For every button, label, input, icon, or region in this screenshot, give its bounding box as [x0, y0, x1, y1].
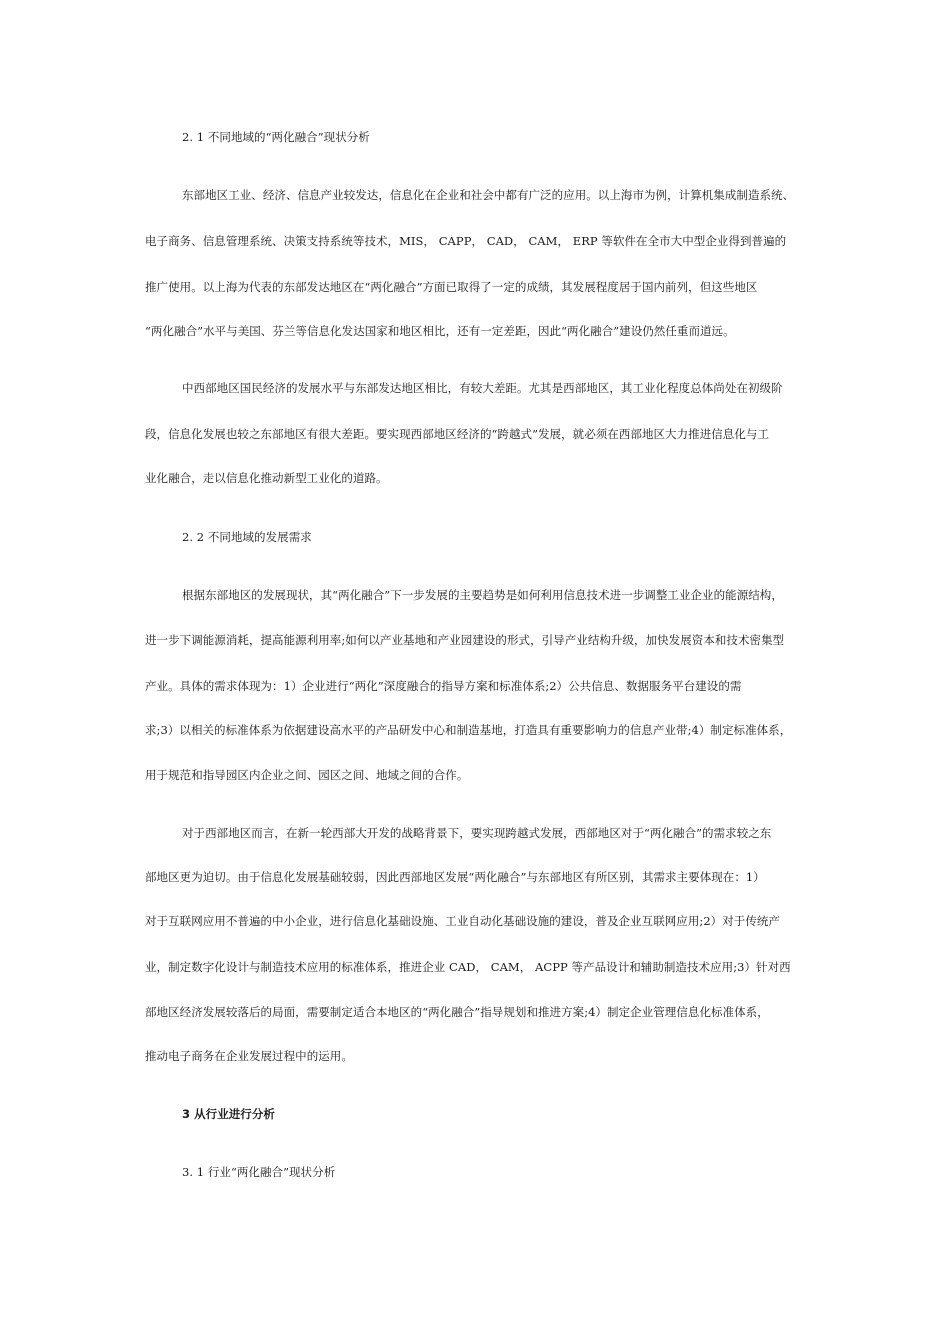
section-heading-2-1: 2. 1 不同地域的“两化融合”现状分析: [182, 130, 370, 144]
section-heading-3: 3 从行业进行分析: [182, 1107, 275, 1121]
text-line: 业，制定数字化设计与制造技术应用的标准体系，推进企业 CAD， CAM， ACPP 等产品设计和辅助制造技术应用;3）针对西: [145, 960, 791, 974]
text-line: 进一步下调能源消耗，提高能源利用率;如何以产业基地和产业园建设的形式，引导产业结构升级，加快发展资本和技术密集型: [145, 633, 785, 647]
text-line: 推动电子商务在企业发展过程中的运用。: [145, 1049, 353, 1063]
section-heading-3-1: 3. 1 行业“两化融合”现状分析: [182, 1165, 336, 1179]
text-line: 求;3）以相关的标准体系为依据建设高水平的产品研发中心和制造基地，打造具有重要影响力的信息产业带;4）制定标准体系，: [145, 723, 792, 737]
text-line: “两化融合”水平与美国、芬兰等信息化发达国家和地区相比，还有一定差距，因此“两化融合”建设仍然任重而道远。: [145, 324, 735, 338]
text-line: 产业。具体的需求体现为：1）企业进行“两化”深度融合的指导方案和标准体系;2）公共信息、数据服务平台建设的需: [145, 679, 742, 693]
text-line: 电子商务、信息管理系统、决策支持系统等技术，MIS， CAPP， CAD， CAM， ERP 等软件在全市大中型企业得到普遍的: [145, 234, 787, 248]
text-line: 根据东部地区的发展现状，其“两化融合”下一步发展的主要趋势是如何利用信息技术进一步调整工业企业的能源结构，: [182, 588, 783, 602]
text-line: 段，信息化发展也较之东部地区有很大差距。要实现西部地区经济的“跨越式”发展，就必须在西部地区大力推进信息化与工: [145, 427, 770, 441]
text-line: 对于西部地区而言，在新一轮西部大开发的战略背景下，要实现跨越式发展，西部地区对于“两化融合”的需求较之东: [182, 826, 772, 840]
text-line: 东部地区工业、经济、信息产业较发达，信息化在企业和社会中都有广泛的应用。以上海市为例，计算机集成制造系统、: [182, 188, 795, 202]
text-line: 业化融合，走以信息化推动新型工业化的道路。: [145, 471, 388, 485]
text-line: 用于规范和指导园区内企业之间、园区之间、地域之间的合作。: [145, 768, 469, 782]
text-line: 部地区更为迫切。由于信息化发展基础较弱，因此西部地区发展“两化融合”与东部地区有所区别，其需求主要体现在：1）: [145, 870, 765, 884]
text-line: 中西部地区国民经济的发展水平与东部发达地区相比，有较大差距。尤其是西部地区，其工业化程度总体尚处在初级阶: [182, 381, 783, 395]
text-line: 推广使用。以上海为代表的东部发达地区在“两化融合”方面已取得了一定的成绩，其发展程度居于国内前列，但这些地区: [145, 280, 758, 294]
text-line: 部地区经济发展较落后的局面，需要制定适合本地区的“两化融合”指导规划和推进方案;4）制定企业管理信息化标准体系，: [145, 1005, 769, 1019]
text-line: 对于互联网应用不普遍的中小企业，进行信息化基础设施、工业自动化基础设施的建设，普及企业互联网应用;2）对于传统产: [145, 914, 780, 928]
section-heading-2-2: 2. 2 不同地域的发展需求: [182, 530, 312, 544]
